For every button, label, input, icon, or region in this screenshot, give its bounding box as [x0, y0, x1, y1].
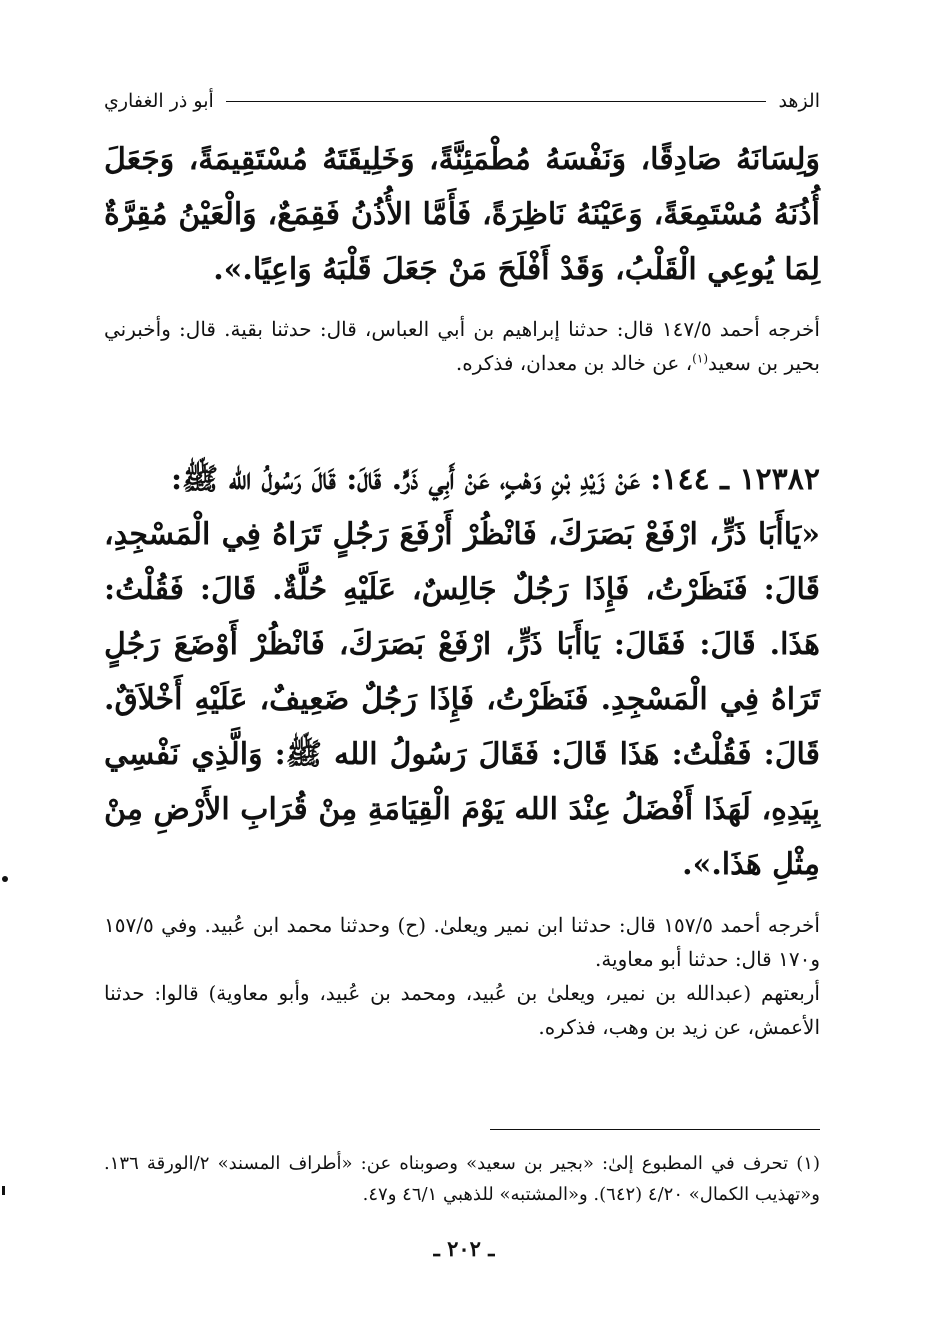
hadith-12382-isnad: ١٢٣٨٢ ـ ١٤٤: عَنْ زَيْدِ بْنِ وَهْبٍ، عَنْ أَبِي ذَرٍّ. قَالَ: قَالَ رَسُولُ الله ﷺ:: [170, 462, 820, 497]
source-citation-2: [104, 908, 820, 1044]
header-chapter-title: الزهد: [778, 90, 820, 112]
hadith-12382-matn: «يَاأَبَا ذَرٍّ، ارْفَعْ بَصَرَكَ، فَانْظُرْ أَرْفَعَ رَجُلٍ تَرَاهُ فِي الْمَسْجِدِ، قَالَ: فَنَظَرْتُ، فَإِذَا رَجُلٌ جَالِسٌ، عَلَيْهِ حُلَّةٌ. قَالَ: فَقُلْتُ: هَذَا. قَالَ: فَقَالَ: يَاأَبَا ذَرٍّ، ارْفَعْ بَصَرَكَ، فَانْظُرْ أَوْضَعَ رَجُلٍ تَرَاهُ فِي الْمَسْجِدِ. فَنَظَرْتُ، فَإِذَا رَجُلٌ ضَعِيفٌ، عَلَيْهِ أَخْلاَقٌ. قَالَ: فَقُلْتُ: هَذَا قَالَ: فَقَالَ رَسُولُ الله ﷺ: وَالَّذِي نَفْسِي بِيَدِهِ، لَهَذَا أَفْضَلُ عِنْدَ الله يَوْمَ الْقِيَامَةِ مِنْ قُرَابِ الأَرْضِ مِنْ مِثْلِ هَذَا.».: [104, 517, 820, 882]
hadith-continuation: [104, 132, 820, 297]
footnote-rule: [490, 1129, 820, 1130]
scan-mark: [2, 1186, 5, 1195]
running-header: [104, 86, 820, 116]
footnote-marker[interactable]: (١): [692, 351, 708, 366]
header-rule: [226, 101, 767, 102]
source-1-text: أخرجه أحمد ١٤٧/٥ قال: حدثنا إبراهيم بن أبي العباس، قال: حدثنا بقية. قال: وأخبرني بحير بن سعيد: [104, 317, 820, 375]
page-number: ـ ٢٠٢ ـ: [433, 1236, 495, 1261]
source-1-text-end: ، عن خالد بن معدان، فذكره.: [455, 351, 693, 375]
footnote-1: [104, 1148, 820, 1210]
scan-mark: [2, 876, 8, 882]
hadith-12382: [104, 452, 820, 892]
hadith-continuation-text: وَلِسَانَهُ صَادِقًا، وَنَفْسَهُ مُطْمَئِنَّةً، وَخَلِيقَتَهُ مُسْتَقِيمَةً، وَجَعَلَ أُذُنَهُ مُسْتَمِعَةً، وَعَيْنَهُ نَاظِرَةً، فَأَمَّا الأُذُنُ فَقِمَعٌ، وَالْعَيْنُ مُقِرَّةٌ لِمَا يُوعِي الْقَلْبُ، وَقَدْ أَفْلَحَ مَنْ جَعَلَ قَلْبَهُ وَاعِيًا.».: [104, 142, 820, 287]
source-2-paragraph-2: أربعتهم (عبدالله بن نمير، ويعلىٰ بن عُبيد، ومحمد بن عُبيد، وأبو معاوية) قالوا: حدثنا الأعمش، عن زيد بن وهب، فذكره.: [104, 981, 820, 1039]
header-section-title: أبو ذر الغفاري: [104, 90, 214, 112]
source-citation-1: [104, 312, 820, 380]
footnote-1-text: (١) تحرف في المطبوع إلىٰ: «بجير بن سعيد» وصوبناه عن: «أطراف المسند» ٢/الورقة ١٣٦. و«تهذيب الكمال» ٤/٢٠ (٦٤٢). و«المشتبه» للذهبي ٤٦/١ و٤٧.: [104, 1153, 820, 1205]
source-2-paragraph-1: أخرجه أحمد ١٥٧/٥ قال: حدثنا ابن نمير ويعلىٰ. (ح) وحدثنا محمد ابن عُبيد. وفي ١٥٧/٥ و١٧٠ قال: حدثنا أبو معاوية.: [104, 913, 820, 971]
